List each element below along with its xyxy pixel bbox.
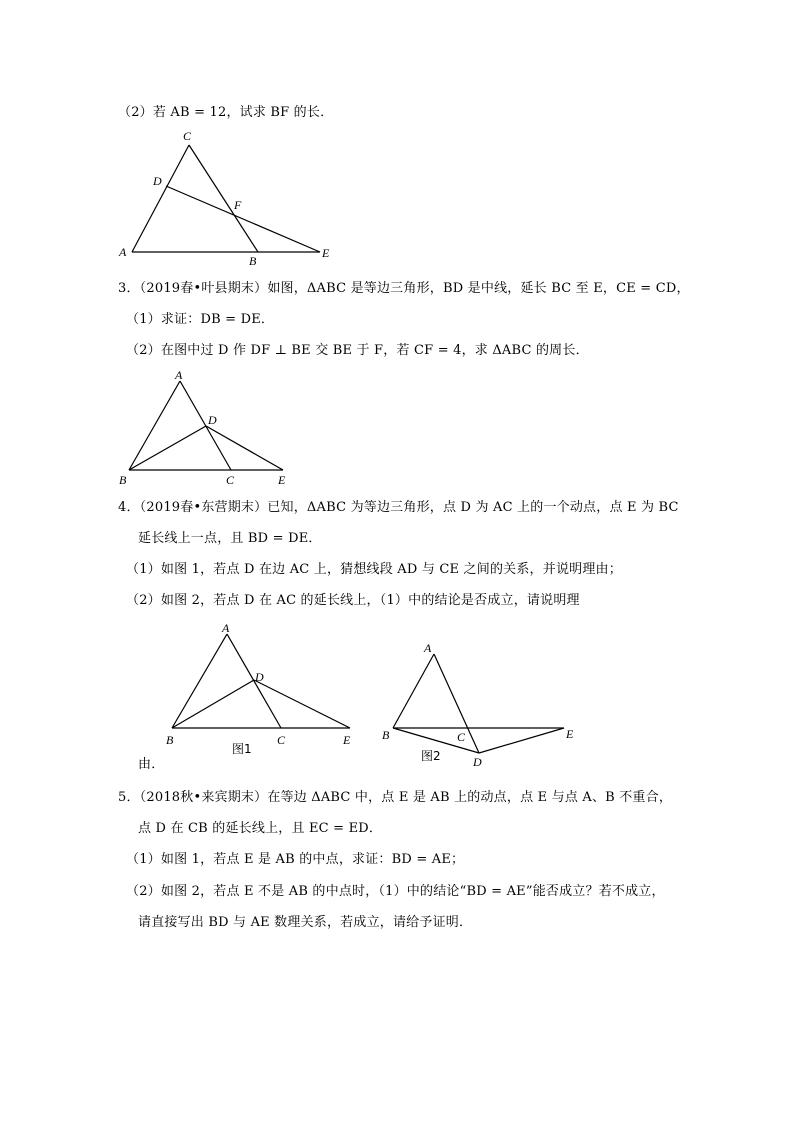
label-a: A	[222, 621, 230, 635]
segment-cb	[189, 145, 258, 252]
segment-ab	[129, 381, 180, 470]
q5-title-cont-text: 点 D 在 CB 的延长线上，且 EC = ED．	[138, 821, 383, 836]
label-e: E	[566, 727, 574, 741]
label-d: D	[255, 670, 264, 684]
q4-title-text: 4．（2019春•东营期末）已知，ΔABC 为等边三角形，点 D 为 AC 上的一个动点，点 E 为 BC	[118, 500, 679, 515]
label-d: D	[473, 755, 482, 769]
label-a: A	[175, 368, 183, 382]
q4-part1-text: （1）如图 1，若点 D 在边 AC 上，猜想线段 AD 与 CE 之间的关系，并说明理由；	[126, 562, 622, 577]
figure-q2-triangle	[110, 128, 350, 268]
segment-ab	[172, 634, 227, 728]
q4-part2-text: （2）如图 2，若点 D 在 AC 的延长线上，（1）中的结论是否成立，请说明理	[126, 593, 580, 608]
label-e: E	[322, 246, 330, 260]
segment-de	[479, 728, 564, 753]
q3-part2-text: （2）在图中过 D 作 DF ⊥ BE 交 BE 于 F，若 CF = 4，求 ΔABC 的周长．	[126, 343, 589, 358]
label-e: E	[278, 473, 286, 487]
label-d: D	[208, 413, 217, 427]
segment-de	[166, 186, 320, 252]
segment-bd	[129, 426, 206, 470]
segment-bd	[172, 680, 254, 728]
label-c: C	[226, 473, 235, 487]
q5-part2-cont-text: 请直接写出 BD 与 AE 数理关系，若成立，请给予证明．	[138, 915, 473, 930]
label-b: B	[382, 728, 390, 742]
q4-title-cont-text: 延长线上一点，且 BD = DE．	[138, 531, 322, 546]
q5-title-text: 5．（2018秋•来宾期末）在等边 ΔABC 中，点 E 是 AB 上的动点，点 E 与点 A、B 不重合，	[118, 790, 673, 805]
figure-caption-1: 图1	[232, 742, 252, 756]
q5-part1-text: （1）如图 1，若点 E 是 AB 的中点，求证：BD = AE；	[126, 852, 465, 867]
label-c: C	[277, 733, 286, 747]
segment-ac	[132, 145, 189, 252]
label-b: B	[119, 473, 127, 487]
label-a: A	[119, 245, 127, 259]
label-f: F	[234, 198, 242, 212]
segment-ac	[180, 381, 231, 470]
figure-caption-2: 图2	[421, 749, 441, 763]
label-d: D	[153, 174, 162, 188]
label-c: C	[183, 129, 192, 143]
label-b: B	[166, 733, 174, 747]
figure-q3-triangle	[112, 366, 302, 491]
q2-part2-text: （2）若 AB = 12，试求 BF 的长．	[118, 105, 334, 120]
segment-ac	[227, 634, 281, 728]
segment-de	[206, 426, 283, 470]
segment-de	[254, 680, 350, 728]
q4-part2-cont-text: 由．	[138, 757, 165, 772]
segment-ab	[393, 654, 434, 728]
figure-q4-diagram-2	[375, 636, 585, 771]
q3-part1-text: （1）求证：DB = DE．	[126, 312, 275, 327]
figure-q4-diagram-1	[160, 618, 365, 758]
q5-part2-text: （2）如图 2，若点 E 不是 AB 的中点时，（1）中的结论“BD = AE”能否成立？若不成立，	[126, 884, 665, 899]
label-b: B	[249, 254, 257, 268]
label-a: A	[424, 641, 432, 655]
label-e: E	[343, 733, 351, 747]
label-c: C	[457, 730, 466, 744]
q3-title-text: 3．（2019春•叶县期末）如图，ΔABC 是等边三角形，BD 是中线，延长 BC 至 E，CE = CD，	[118, 281, 690, 296]
